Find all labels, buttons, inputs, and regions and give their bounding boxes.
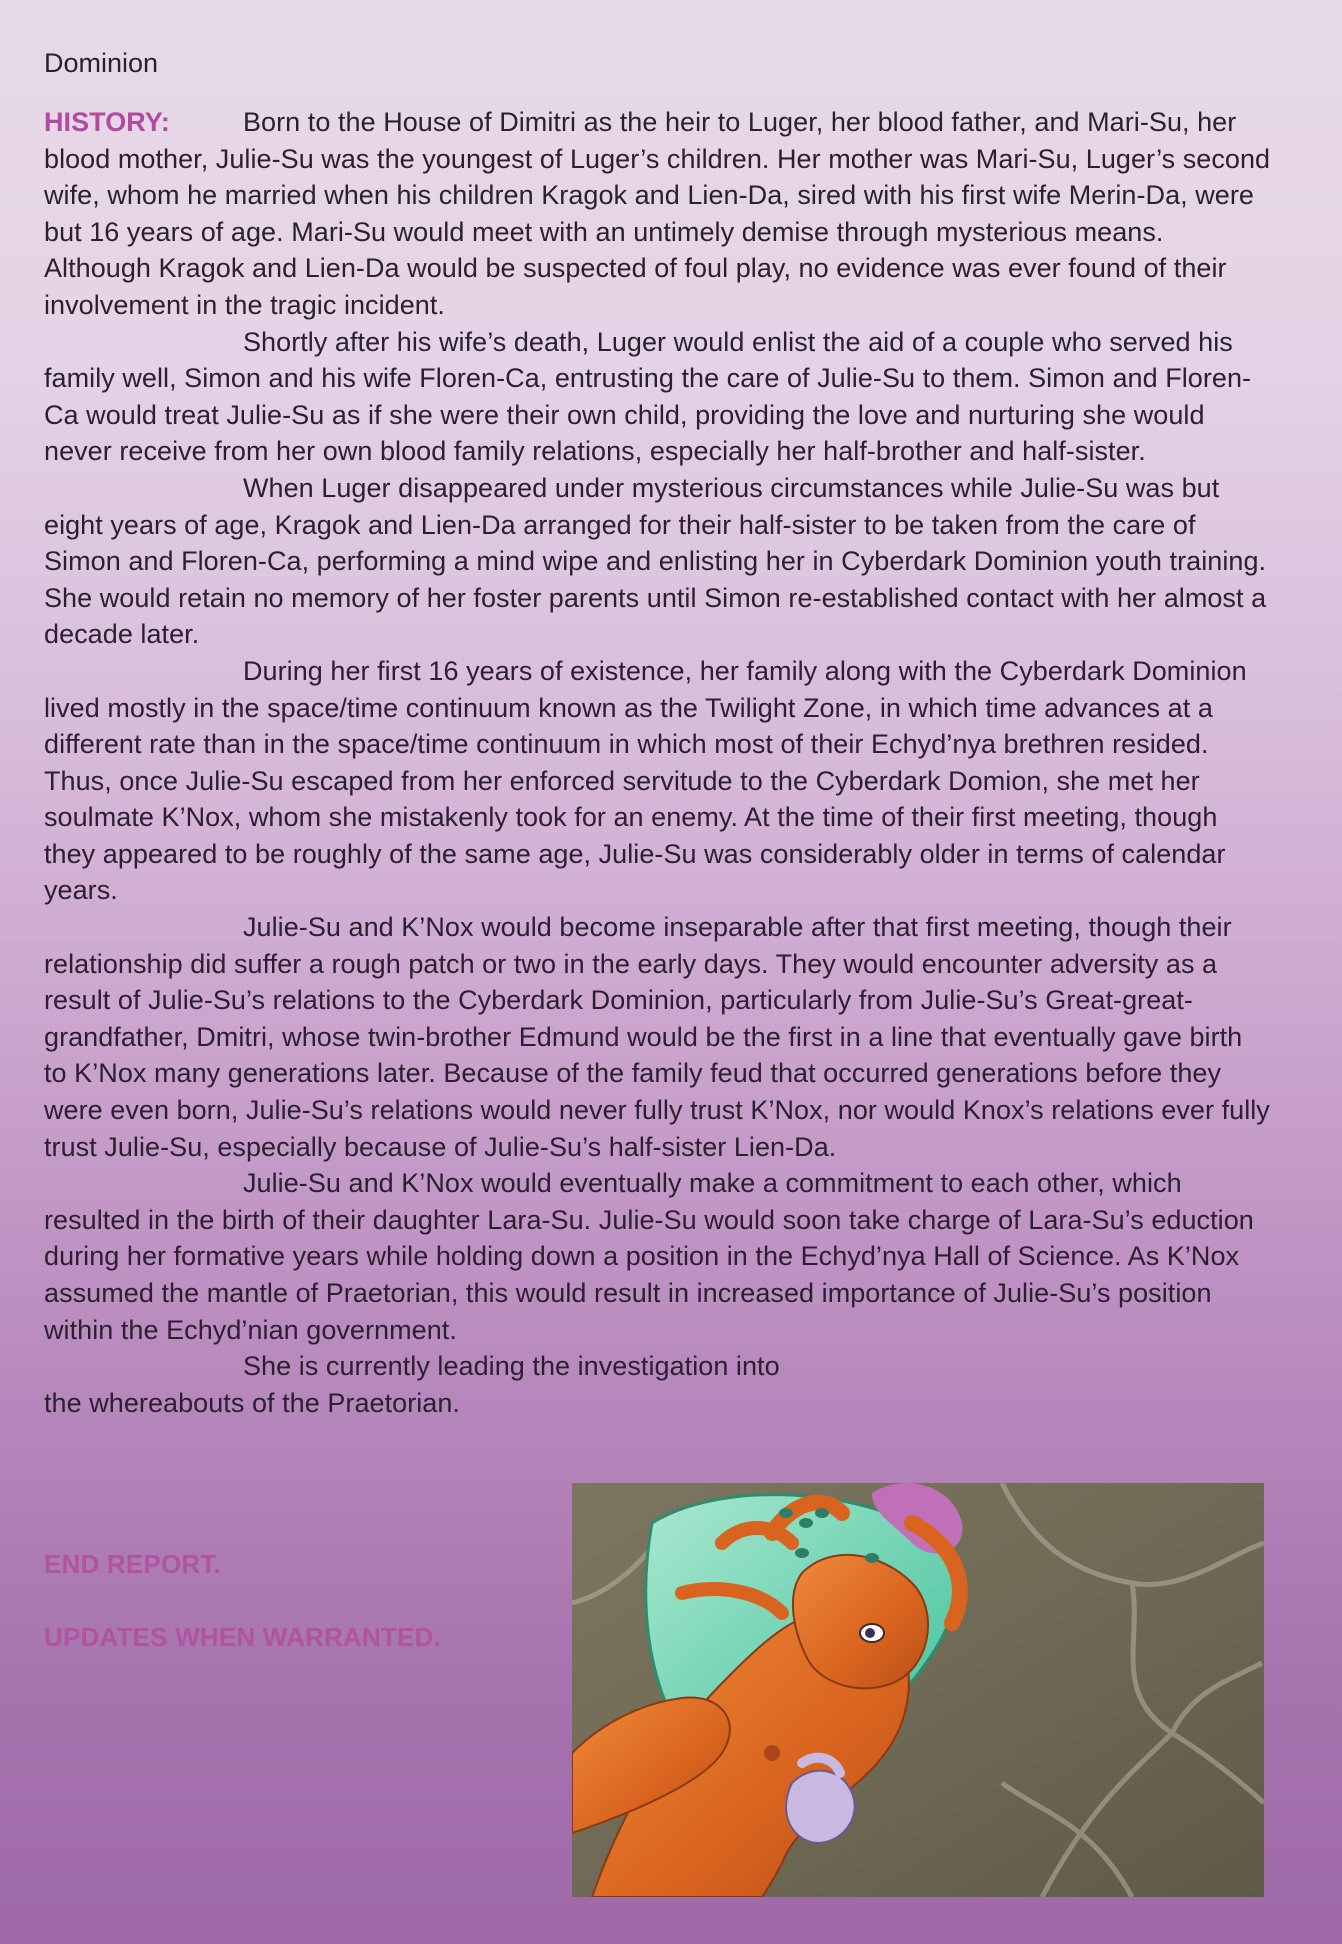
- history-paragraph-2: Shortly after his wife’s death, Luger would enlist the aid of a couple who served his family well, Simon and his wife Floren-Ca, entrusting the care of Julie-Su to them. Simon and Floren-Ca would treat Julie-Su as if she were their own child, providing the love and nurturing she would never receive from her own blood family relations, especially her half-brother and half-sister.: [44, 326, 1252, 467]
- history-paragraph-3: When Luger disappeared under mysterious circumstances while Julie-Su was but eight years of age, Kragok and Lien-Da arranged for their half-sister to be taken from the care of Simon and Floren-Ca, performing a mind wipe and enlisting her in Cyberdark Dominion youth training. She would retain no memory of her foster parents until Simon re-established contact with her almost a decade later.: [44, 472, 1267, 650]
- history-label: HISTORY:: [44, 107, 170, 137]
- history-section: [44, 104, 1272, 1421]
- page-header-label: Dominion: [44, 48, 159, 78]
- illustration-artwork: [572, 1483, 1264, 1897]
- history-paragraph-7: She is currently leading the investigation into the whereabouts of the Praetorian.: [44, 1351, 780, 1418]
- history-paragraph-6: Julie-Su and K’Nox would eventually make a commitment to each other, which resulted in the birth of their daughter Lara-Su. Julie-Su would soon take charge of Lara-Su’s eduction during her formative years while holding down a position in the Echyd’nya Hall of Science. As K’Nox assumed the mantle of Praetorian, this would result in increased importance of Julie-Su’s position within the Echyd’nian government.: [44, 1168, 1254, 1345]
- document-body: [44, 44, 1272, 1421]
- illustration: [572, 1483, 1264, 1897]
- history-paragraph-5: Julie-Su and K’Nox would become inseparable after that first meeting, though their relationship did suffer a rough patch or two in the early days. They would encounter adversity as a result of Julie-Su’s relations to the Cyberdark Dominion, particularly from Julie-Su’s Great-great-grandfather, Dmitri, whose twin-brother Edmund would be the first in a line that eventually gave birth to K’Nox many generations later. Because of the family feud that occurred generations before they were even born, Julie-Su’s relations would never fully trust K’Nox, nor would Knox’s relations ever fully trust Julie-Su, especially because of Julie-Su’s half-sister Lien-Da.: [44, 912, 1270, 1162]
- updates-label: UPDATES WHEN WARRANTED.: [44, 1622, 441, 1652]
- history-paragraph-4: During her first 16 years of existence, her family along with the Cyberdark Dominion lived mostly in the space/time continuum known as the Twilight Zone, in which time advances at a different rate than in the space/time continuum in which most of their Echyd’nya brethren resided. Thus, once Julie-Su escaped from her enforced servitude to the Cyberdark Domion, she met her soulmate K’Nox, whom she mistakenly took for an enemy. At the time of their first meeting, though they appeared to be roughly of the same age, Julie-Su was considerably older in terms of calendar years.: [44, 655, 1247, 906]
- history-paragraph-1: [44, 104, 1272, 324]
- end-report-label: END REPORT.: [44, 1549, 222, 1579]
- paragraph-1-text: Born to the House of Dimitri as the heir to Luger, her blood father, and Mari-Su, her blood mother, Julie-Su was the youngest of Luger’s children. Her mother was Mari-Su, Luger’s second wife, whom he married when his children Kragok and Lien-Da, sired with his first wife Merin-Da, were but 16 years of age. Mari-Su would meet with an untimely demise through mysterious means. Although Kragok and Lien-Da would be suspected of foul play, no evidence was ever found of their involvement in the tragic incident.: [44, 107, 1271, 320]
